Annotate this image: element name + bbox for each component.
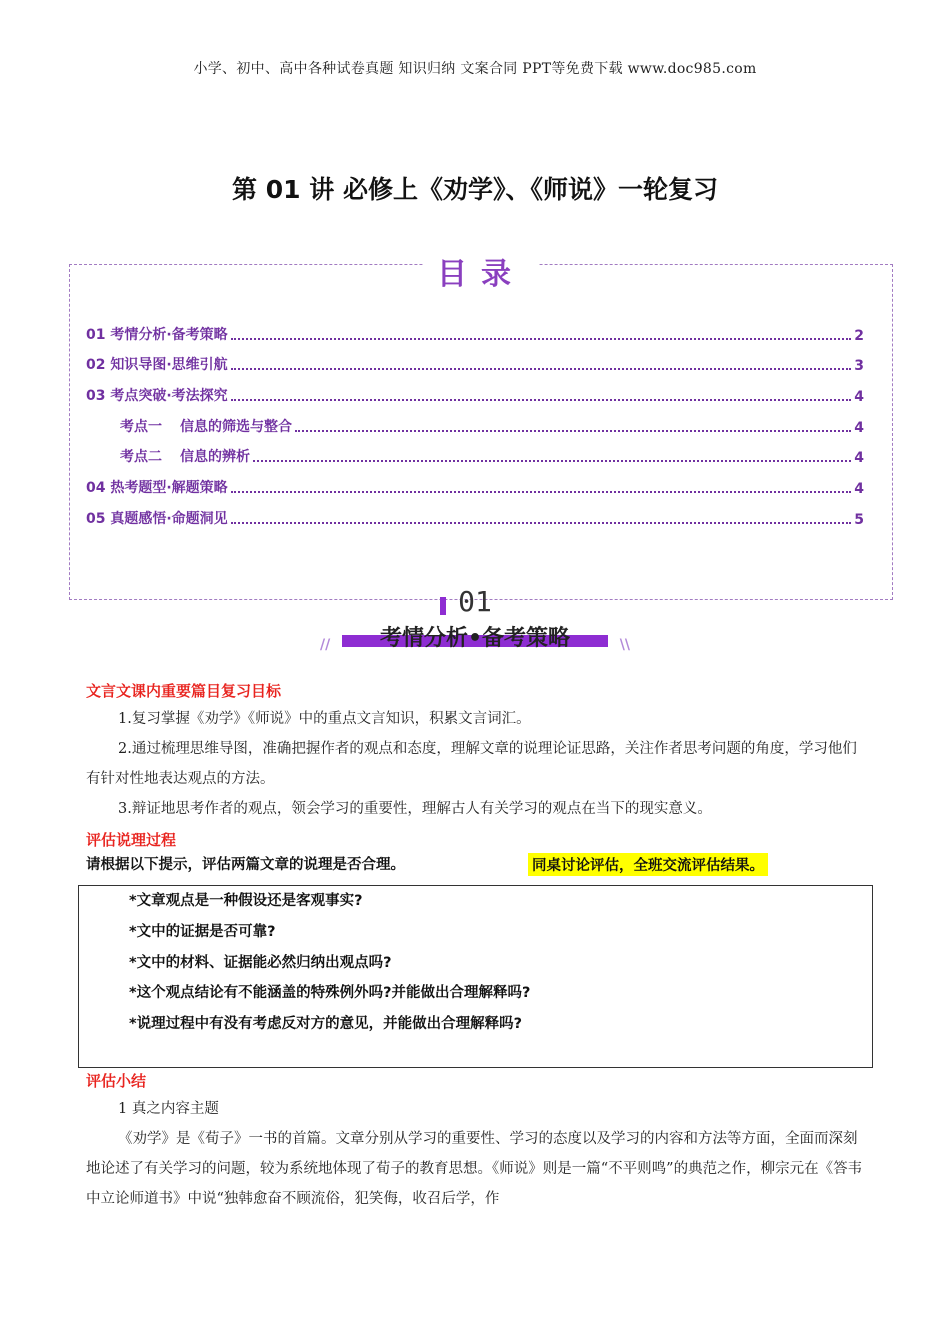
question-item: *说理过程中有没有考虑反对方的意见，并能做出合理解释吗? bbox=[129, 1016, 522, 1033]
goal-item: 3.辩证地思考作者的观点，领会学习的重要性，理解古人有关学习的观点在当下的现实意义。 bbox=[118, 801, 712, 817]
toc-item[interactable]: 02 知识导图·思维引航 3 bbox=[86, 357, 864, 375]
toc-page-number: 4 bbox=[854, 389, 864, 406]
toc-item[interactable]: 01 考情分析·备考策略 2 bbox=[86, 326, 864, 344]
questions-list bbox=[129, 886, 530, 1040]
banner-deco-left: // bbox=[320, 637, 331, 653]
toc-page-number: 2 bbox=[854, 327, 864, 344]
summary-subheading: 1 真之内容主题 bbox=[118, 1101, 219, 1117]
goal-item: 2.通过梳理思维导图，准确把握作者的观点和态度，理解文章的说理论证思路，关注作者思考问题的角度，学习他们有针对性地表达观点的方法。 bbox=[86, 741, 857, 787]
goal-item: 1.复习掌握《劝学》《师说》中的重点文言知识，积累文言词汇。 bbox=[118, 711, 531, 727]
toc-item[interactable]: 05 真题感悟·命题洞见 5 bbox=[86, 510, 864, 528]
toc-subitem[interactable]: 考点一 信息的筛选与整合 4 bbox=[120, 418, 864, 436]
page-header: 小学、初中、高中各种试卷真题 知识归纳 文案合同 PPT等免费下载 www.doc985.com bbox=[193, 61, 757, 77]
evaluate-prompt-row bbox=[86, 853, 864, 877]
goals-heading: 文言文课内重要篇目复习目标 bbox=[86, 682, 282, 700]
toc-item[interactable]: 04 热考题型·解题策略 4 bbox=[86, 480, 864, 498]
toc-list bbox=[86, 313, 864, 528]
toc-leader bbox=[253, 460, 851, 462]
question-item: *这个观点结论有不能涵盖的特殊例外吗?并能做出合理解释吗? bbox=[129, 985, 531, 1002]
toc-page-number: 4 bbox=[854, 419, 864, 436]
highlighted-instruction: 同桌讨论评估，全班交流评估结果。 bbox=[528, 853, 768, 876]
toc-heading: 目录 bbox=[423, 249, 539, 293]
section-banner bbox=[318, 585, 632, 665]
table-of-contents bbox=[69, 257, 893, 600]
document-title: 第 01 讲 必修上《劝学》、《师说》一轮复习 bbox=[232, 175, 718, 204]
toc-leader bbox=[231, 522, 852, 524]
question-item: *文章观点是一种假设还是客观事实? bbox=[129, 893, 363, 909]
toc-page-number: 3 bbox=[854, 358, 864, 375]
toc-leader bbox=[295, 430, 851, 432]
toc-item[interactable]: 03 考点突破·考法探究 4 bbox=[86, 388, 864, 406]
banner-title: 考情分析•备考策略 bbox=[379, 626, 571, 651]
toc-leader bbox=[231, 368, 852, 370]
evaluate-prompt: 请根据以下提示，评估两篇文章的说理是否合理。 bbox=[86, 857, 405, 873]
summary-heading: 评估小结 bbox=[86, 1072, 147, 1090]
evaluate-heading: 评估说理过程 bbox=[86, 831, 177, 849]
banner-number: 01 bbox=[458, 585, 492, 618]
questions-box bbox=[78, 885, 873, 1068]
toc-leader bbox=[231, 399, 852, 401]
question-item: *文中的材料、证据能必然归纳出观点吗? bbox=[129, 954, 392, 971]
banner-deco-right: \\ bbox=[619, 637, 630, 653]
toc-page-number: 5 bbox=[854, 511, 864, 528]
toc-page-number: 4 bbox=[854, 481, 864, 498]
toc-leader bbox=[231, 491, 852, 493]
question-item: *文中的证据是否可靠? bbox=[129, 923, 276, 940]
toc-leader bbox=[231, 338, 852, 340]
toc-page-number: 4 bbox=[854, 450, 864, 467]
summary-paragraph: 《劝学》是《荀子》一书的首篇。文章分别从学习的重要性、学习的态度以及学习的内容和方法等方面，全面而深刻地论述了有关学习的问题，较为系统地体现了荀子的教育思想。《师说》则是一篇“不平则鸣”的典范之作，柳宗元在《答韦中立论师道书》中说“独韩愈奋不顾流俗，犯笑侮，收召后学，作 bbox=[86, 1131, 863, 1207]
toc-subitem[interactable]: 考点二 信息的辨析 4 bbox=[120, 449, 864, 467]
